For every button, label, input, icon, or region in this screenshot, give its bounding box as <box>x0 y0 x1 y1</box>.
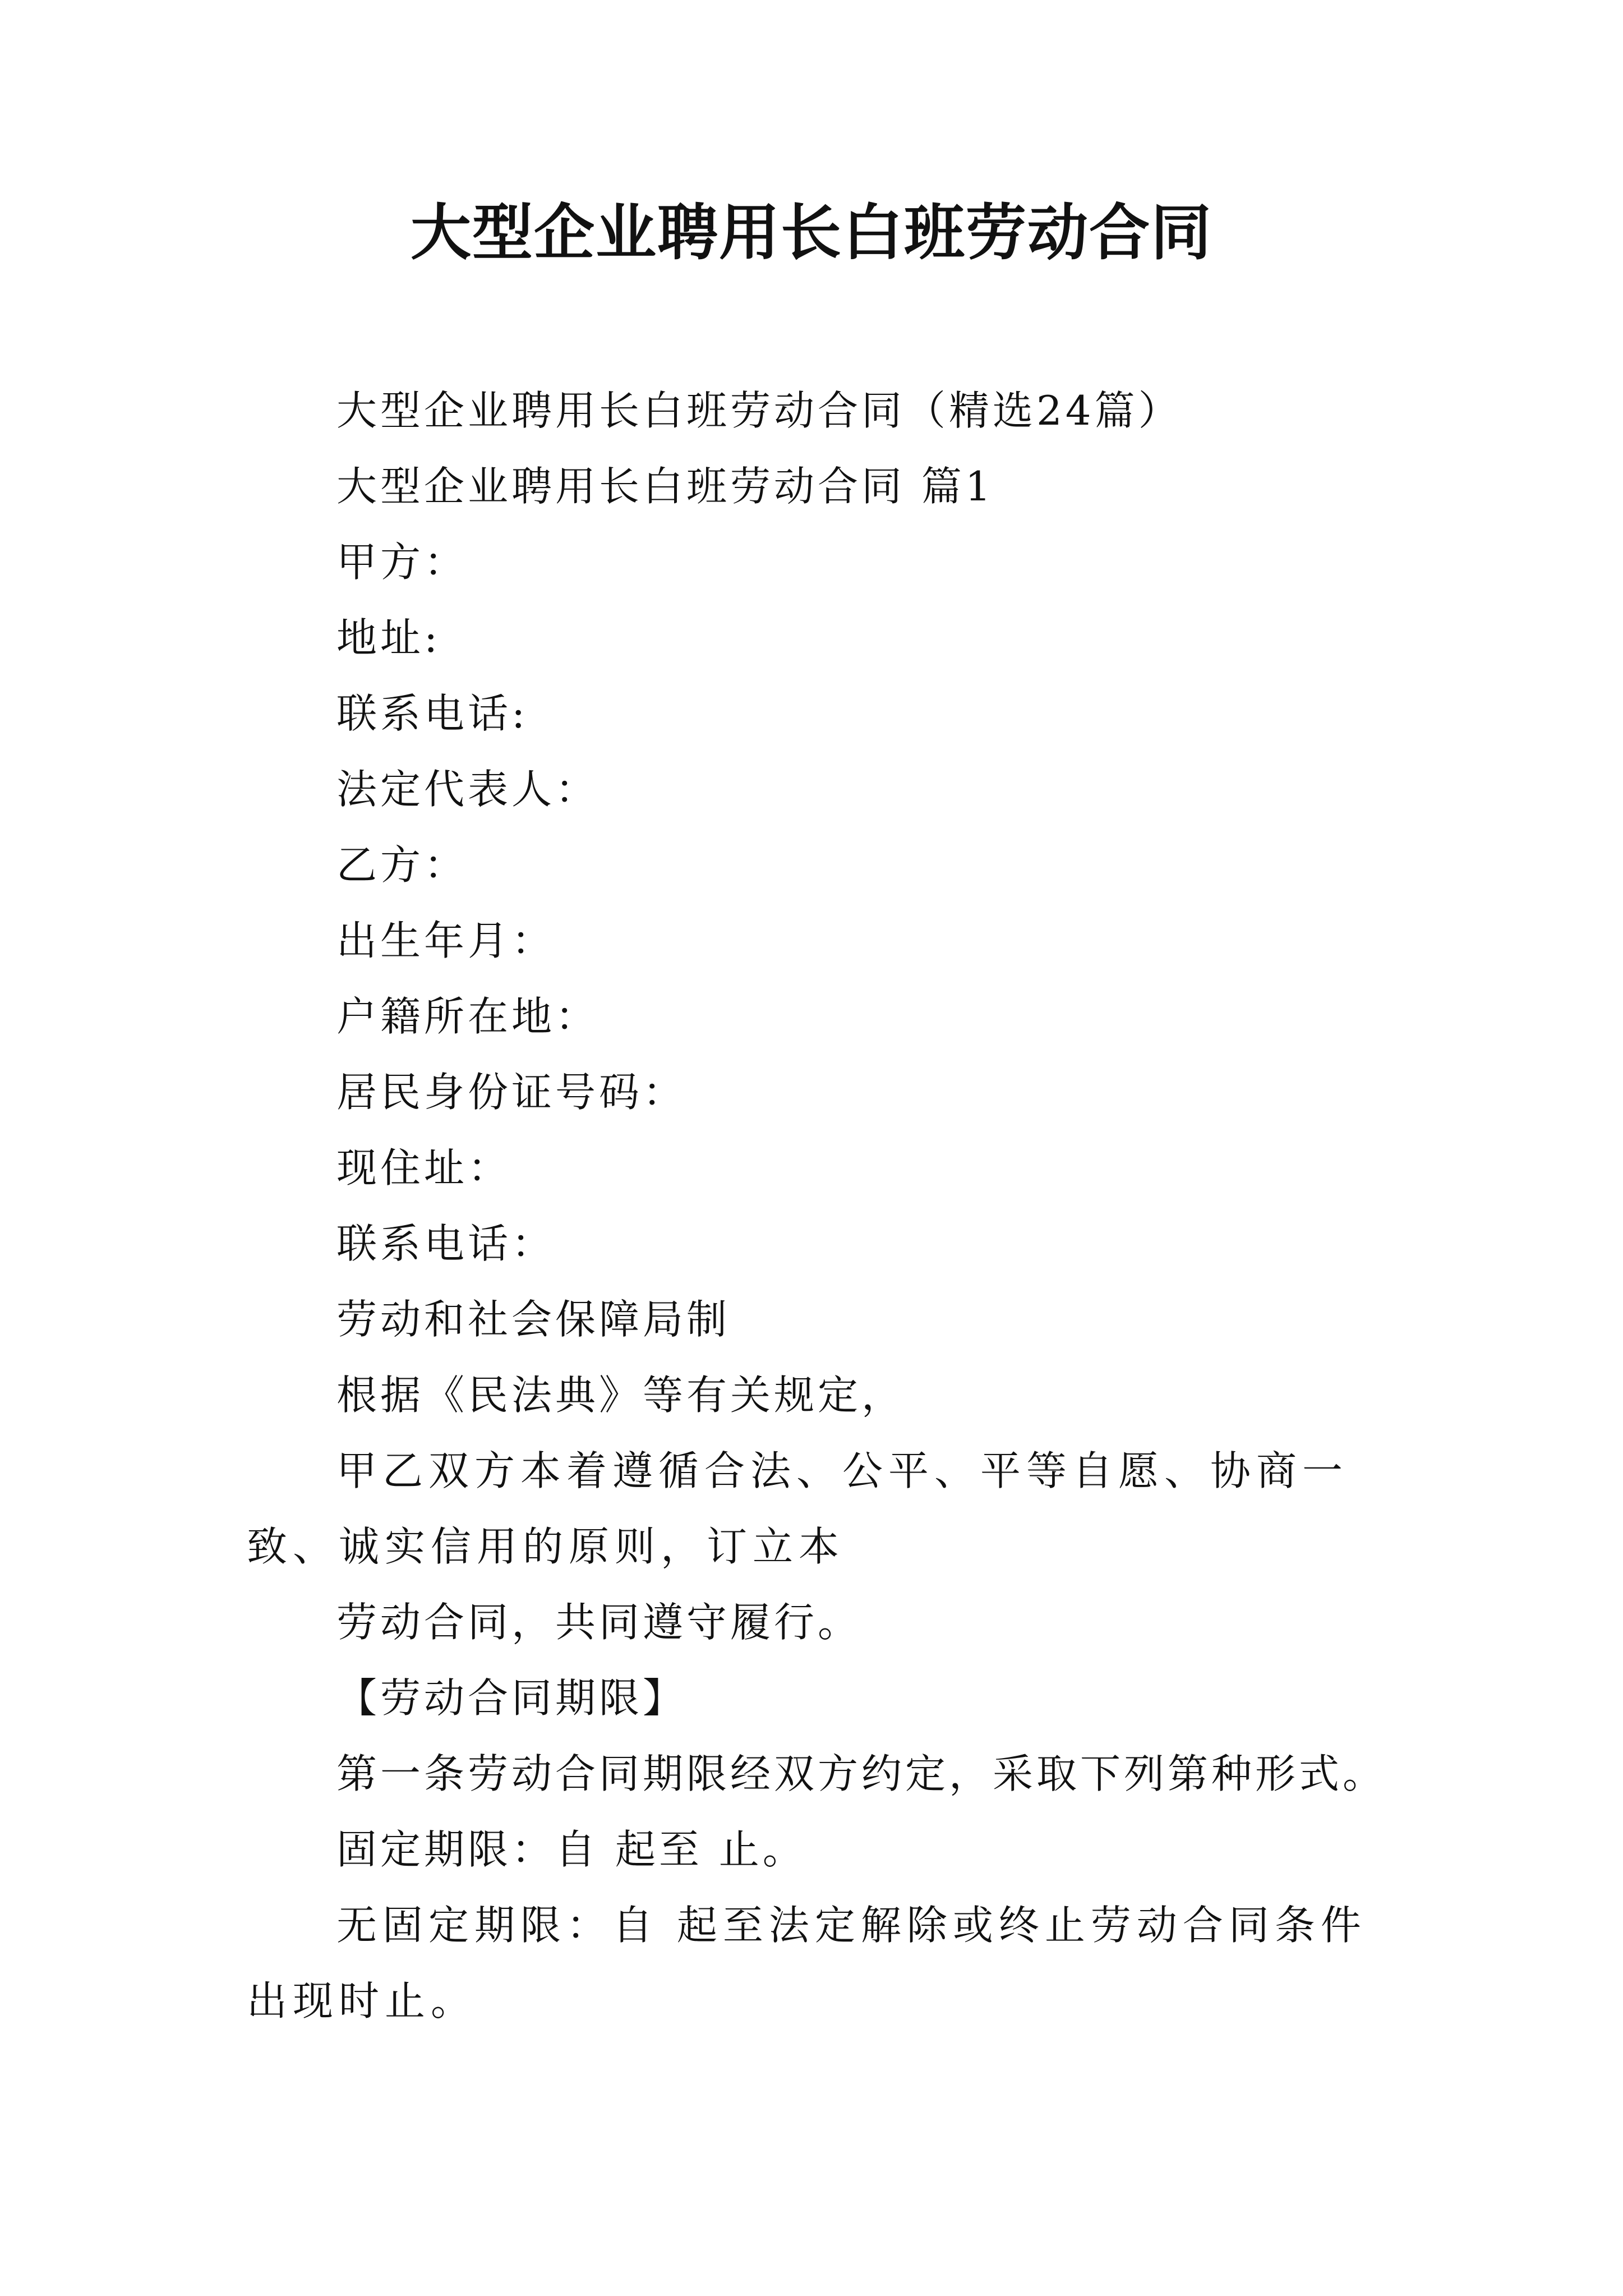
field-address: 地址: <box>336 614 441 661</box>
field-party-a: 甲方： <box>336 539 468 586</box>
field-phone-a: 联系电话: <box>336 690 529 737</box>
paragraph-mutual-compliance: 劳动合同，共同遵守履行。 <box>336 1599 862 1646</box>
paragraph-section-heading: 大型企业聘用长白班劳动合同 篇1 <box>336 463 994 510</box>
term-fixed: 固定期限：自 起至 止。 <box>336 1826 806 1873</box>
paragraph-legal-basis: 根据《民法典》等有关规定， <box>336 1372 906 1419</box>
field-birth-date: 出生年月： <box>336 917 556 964</box>
field-party-b: 乙方： <box>336 841 468 889</box>
field-household-registration: 户籍所在地： <box>336 993 600 1040</box>
document-title: 大型企业聘用长白班劳动合同 <box>410 197 1212 268</box>
paragraph-subtitle: 大型企业聘用长白班劳动合同（精选24篇） <box>336 387 1182 434</box>
field-phone-b: 联系电话： <box>336 1220 556 1267</box>
section-heading-contract-term: 【劳动合同期限】 <box>336 1674 687 1722</box>
article-one: 第一条劳动合同期限经双方约定，采取下列第种形式。 <box>336 1750 1387 1797</box>
term-open-ended: 无固定期限：自 起至法定解除或终止劳动合同条件出现时止。 <box>247 1902 1367 2024</box>
paragraph-issuer: 劳动和社会保障局制 <box>336 1296 731 1343</box>
paragraph-principles: 甲乙双方本着遵循合法、公平、平等自愿、协商一致、诚实信用的原则，订立本 <box>247 1447 1349 1570</box>
field-id-number: 居民身份证号码： <box>336 1069 687 1116</box>
field-legal-representative: 法定代表人： <box>336 766 600 813</box>
document-body <box>247 373 1387 2039</box>
field-current-address: 现住址： <box>336 1144 512 1191</box>
